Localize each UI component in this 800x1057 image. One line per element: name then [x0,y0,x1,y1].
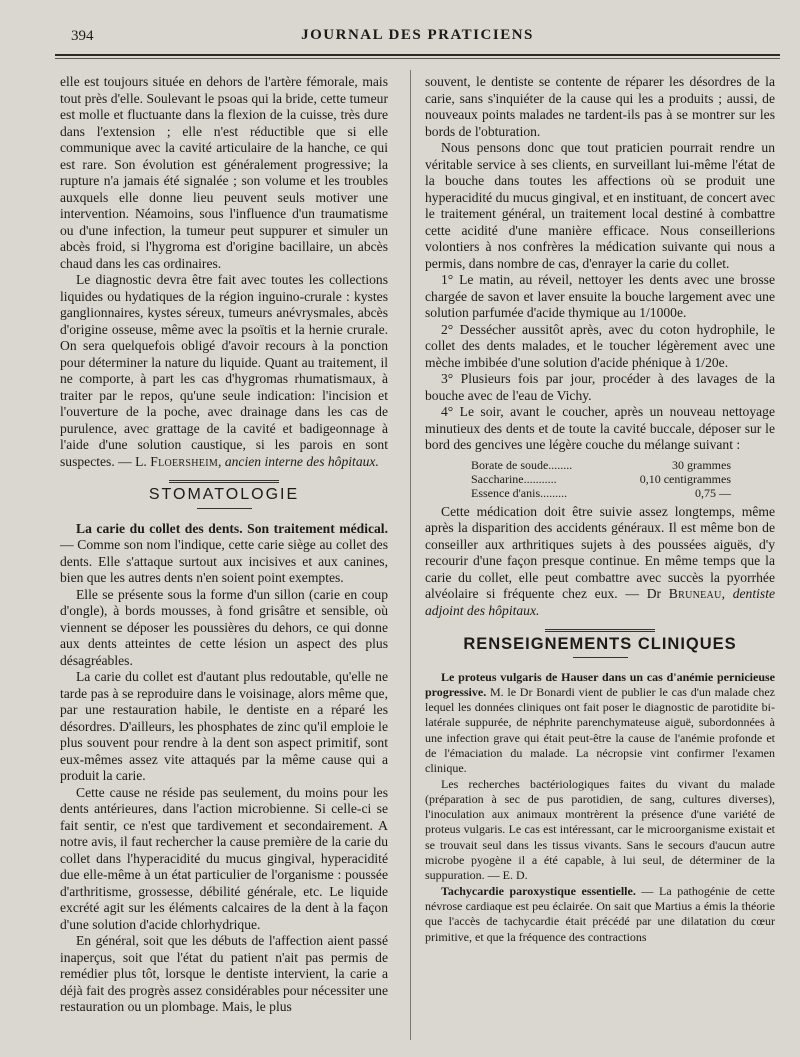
paragraph [425,884,775,945]
ingredient-quantity: 30 grammes [672,457,731,472]
ingredient-name: Saccharine........... [471,471,557,486]
page-number: 394 [71,28,94,44]
article-title: La carie du collet des dents. Son traitement médical. [76,520,388,536]
left-column [60,74,388,1016]
section-heading: RENSEIGNEMENTS CLINIQUES [463,635,737,653]
author-role: ancien interne des hôpitaux. [224,453,379,469]
paragraph: Nous pensons donc que tout praticien pourrait rendre un véritable service à ses clients, en surveillant lui-même l'état de la bouche dans toutes les affections où se produit une hyperacidité du mucus gingival, et en instituant, de concert avec le traitement général, un traitement local destiné à combattre cette acidité d'une manière efficace. Nous conseillerions volontiers à nos confrères la médication suivante qui nous a permis, dans nombre de cas, d'enrayer la carie du collet. [425,140,775,271]
paragraph: souvent, le dentiste se contente de réparer les désordres de la carie, sans s'inquiéter de la cause qui les a produits ; aussi, de nouveaux points malades ne tardent-ils pas à se montrer sur les bords de l'obturation. [425,74,775,139]
note-title: Le proteus vulgaris de Hauser dans un cas d'anémie pernicieuse progressive. [425,669,775,699]
author-role: dentiste adjoint des hôpitaux. [425,586,776,618]
author-name: Bruneau [668,586,722,601]
section-rule [545,629,655,632]
paragraph: La carie du collet est d'autant plus redoutable, qu'elle ne tarde pas à se reproduire dans le voisinage, alors même que, par une restauration habile, le dentiste en a réparé les désordres. D'ailleurs, les phosphates de zinc qu'il emploie le plus souvent pour rendre à la dent son aspect primitif, sont eux-mêmes assez vite attaqués par la même cause qui a produit la carie. [60,669,388,783]
paragraph: 3° Plusieurs fois par jour, procéder à des lavages de la bouche avec de l'eau de Vichy. [425,371,775,403]
prescription-formula [471,458,731,500]
paragraph-text: M. le Dr Bonardi vient de publier le cas d'un malade chez lequel les données cliniques ont fait poser le diagnostic de parotidite bi-latérale suppurée, de néphrite parenchymateuse aiguë, subordonnées à une infection grave qui était peut-être la cause de l'anémie profonde et de l'émaciation du malade. La nécropsie vint confirmer l'examen clinique. [425,684,775,776]
ingredient-name: Borate de soude........ [471,457,573,472]
ingredient-name: Essence d'anis......... [471,485,568,500]
ingredient-quantity: 0,10 centigrammes [639,471,731,486]
section-rule [169,480,279,483]
journal-title: JOURNAL DES PRATICIENS [301,27,534,43]
right-column [425,74,775,945]
formula-row [471,486,731,500]
paragraph: Le diagnostic devra être fait avec toutes les collections liquides ou hydatiques de la région inguino-crurale : kystes ganglionnaires, kystes séreux, tumeurs anévrysmales, abcès d'origine osseuse, même avec la psoïtis et la hernie crurale. On sera quelquefois obligé d'avoir recours à la ponction pour déterminer la nature du liquide. Quant au traitement, il ne comporte, à part les cas d'hygromas rhumatismaux, à traiter par le repos, qu'une seule indication: l'incision et l'ouverture de la poche, avec drainage dans les cas de purulence, avec grattage de la cavité et badigeonnage à l'aide d'une solution caustique, si les parois en sont suspectes. — L. Floersheim, ancien interne des hôpitaux. [60,272,388,469]
formula-row [471,472,731,486]
paragraph [60,521,388,587]
paragraph: Elle se présente sous la forme d'un sillon (carie en coup d'ongle), à bords mousses, à fond grisâtre et sensible, où viennent se déposer les poussières du dehors, ce qui donne aux dents atteintes de cette lésion un aspect des plus désagréables. [60,586,388,668]
paragraph-text: Le diagnostic devra être fait avec toutes les collections liquides ou hydatiques de la région inguino-crurale : kystes ganglionnaires, kystes séreux, tumeurs anévrysmales, abcès d'origine osseuse, même avec la psoïtis et la hernie crurale. On sera quelquefois obligé d'avoir recours à la ponction pour déterminer la nature du liquide. Quant au traitement, il ne comporte, à part les cas d'hygromas rhumatismaux, à traiter par le repos, qu'une seule indication: l'incision et l'ouverture de la poche, avec drainage dans les cas de purulence, avec grattage de la cavité et badigeonnage à l'aide d'une solution caustique, si les parois en sont suspectes. — L. [60,272,388,469]
note-title: Tachycardie paroxystique essentielle. [441,883,636,898]
column-divider [410,70,411,1040]
paragraph [425,670,775,777]
formula-row [471,458,731,472]
paragraph: 4° Le soir, avant le coucher, après un nouveau nettoyage minutieux des dents et de toute la cavité buccale, déposer sur le bord des gencives une légère couche du mélange suivant : [425,404,775,452]
author-name: Floersheim [150,453,219,469]
section-rule-short [197,508,252,509]
paragraph: Cette cause ne réside pas seulement, du moins pour les dents antérieures, dans l'action microbienne. Si celle-ci se fait sentir, ce n'est que tardivement et secondairement. A notre avis, il faut rechercher la cause première de la carie du collet dans l'hyperacidité du mucus gingival, hyperacidité due elle-même à un état particulier de l'organisme : poussée d'arthritisme, grossesse, débilité générale, etc. Le liquide excrété agit sur les éléments calcaires de la dent à la façon d'une solution d'acide chlorhydrique. [60,784,388,932]
paragraph: 2° Dessécher aussitôt après, avec du coton hydrophile, le collet des dents malades, et le toucher légèrement avec une mèche imbibée d'une solution d'acide phénique à 1/20e. [425,321,775,370]
paragraph: Cette médication doit être suivie assez longtemps, même après la disparition des accidents généraux. Il est même bon de conseiller aux arthritiques sujets à des poussées aiguës, d'y recourir d'une façon presque continue. En même temps que la carie du collet, elle peut combattre avec succès la pyorrhée alvéolaire si fréquente chez eux. — Dr Bruneau, dentiste adjoint des hôpitaux. [425,503,776,618]
paragraph-text: Cette médication doit être suivie assez longtemps, même après la disparition des accidents généraux. Il est même bon de conseiller aux arthritiques sujets à des poussées aiguës, d'y recourir d'une façon presque continue. En même temps que la carie du collet, elle peut combattre avec succès la pyorrhée alvéolaire si fréquente chez eux. — Dr [425,503,775,601]
paragraph: En général, soit que les débuts de l'affection aient passé inaperçus, soit que l'état du patient n'ait pas permis de remédier plus tôt, lorsque le dentiste intervient, la carie a déjà fait des progrès assez considérables pour nécessiter une restauration ou un plombage. Mais, le plus [60,933,388,1014]
paragraph-text: — La pathogénie de cette névrose cardiaque est peu éclairée. On sait que Martius a émis la théorie que l'accès de tachycardie était précédé par une dilatation du cœur primitive, et que la fréquence des contractions [425,883,775,944]
paragraph: elle est toujours située en dehors de l'artère fémorale, mais tout près d'elle. Soulevant le psoas qui la bride, cette tumeur est molle et fluctuante dans la flexion de la cuisse, très dure dans l'extension ; elle n'est réductible que si elle communique avec la cavité articulaire de la hanche, ce qui est rare. Son évolution est généralement progressive; la rupture n'a jamais été signalée ; son volume et les troubles auxquels elle donne lieu peuvent seuls motiver une intervention. Néamoins, sous l'influence d'un traumatisme ou d'une infection, la tumeur peut suppurer et simuler un abcès froid, si l'hygroma est d'origine bacillaire, un abcès chaud dans les cas ordinaires. [60,74,388,271]
paragraph-text: — Comme son nom l'indique, cette carie siège au collet des dents. Elle s'attaque surtout aux incisives et aux canines, bien que les autres dents n'en soient point exemptes. [60,537,388,585]
section-heading: STOMATOLOGIE [148,486,300,503]
ingredient-quantity: 0,75 — [695,485,731,500]
page-header [55,24,780,56]
header-rule [55,58,780,59]
paragraph: Les recherches bactériologiques faites du vivant du malade (préparation à sec de pus parotidien, de sang, cultures diverses), l'inoculation aux animaux montrèrent la présence d'une variété de proteus vulgaris. Le cas est intéressant, car le microorganisme existait et se trouvait seul dans les tissus vivants. Sans le secours d'aucun autre microbe pyogène il a été capable, à lui seul, de déterminer de la suppuration. — E. D. [425,776,775,883]
section-rule-short [573,657,628,658]
paragraph: 1° Le matin, au réveil, nettoyer les dents avec une brosse chargée de savon et laver ensuite la bouche largement avec une solution parfumée d'acide thymique au 1/1000e. [425,272,775,320]
